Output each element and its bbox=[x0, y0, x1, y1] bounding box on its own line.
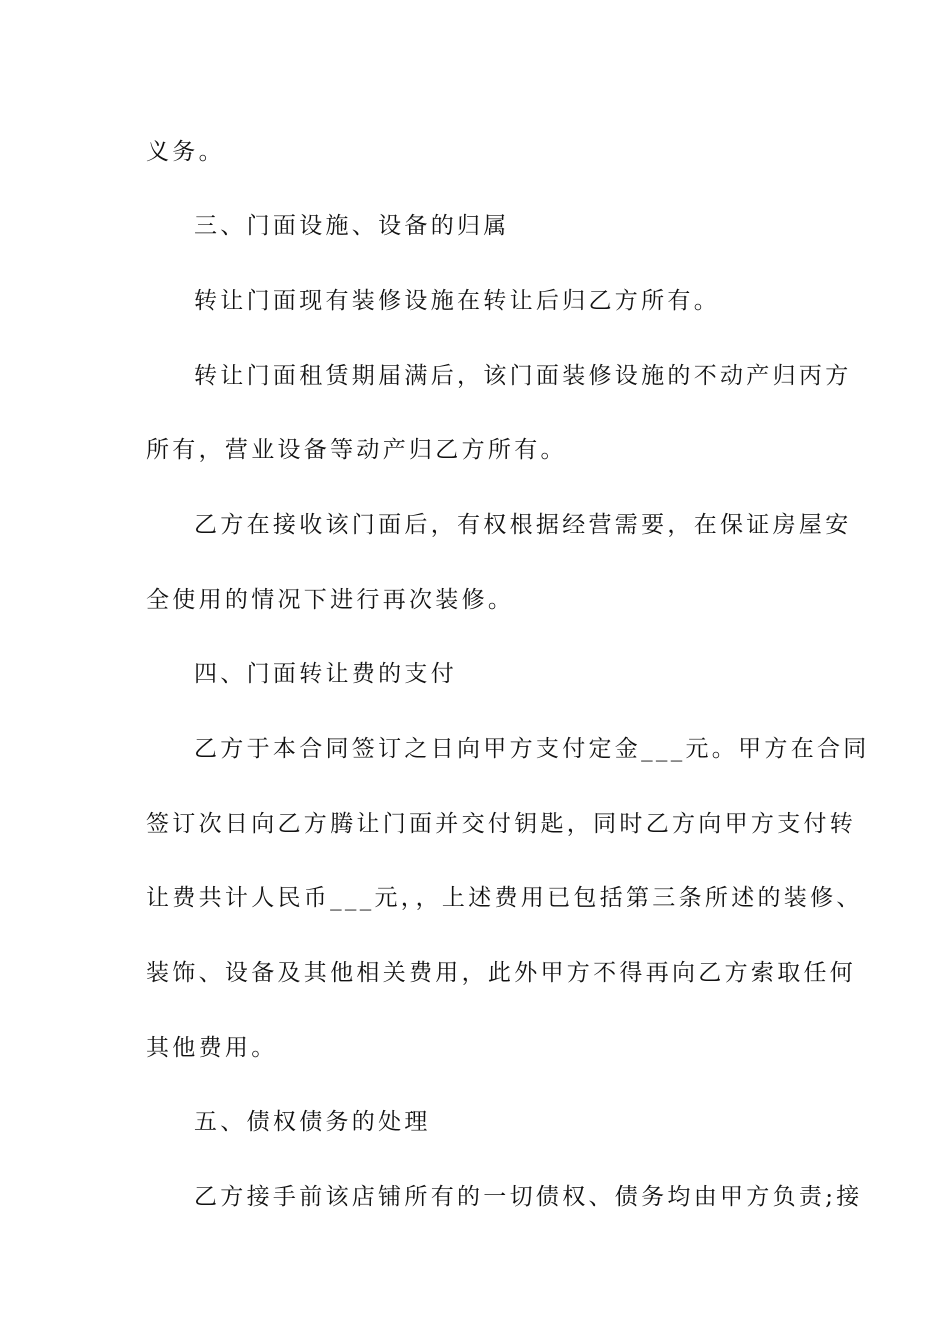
section-heading-5: 五、债权债务的处理 bbox=[194, 1109, 431, 1135]
paragraph-line: 所有，营业设备等动产归乙方所有。 bbox=[146, 437, 567, 463]
paragraph-line: 让费共计人民币___元，，上述费用已包括第三条所述的装修、 bbox=[146, 885, 863, 911]
section-heading-3: 三、门面设施、设备的归属 bbox=[194, 213, 510, 239]
paragraph-line: 转让门面现有装修设施在转让后归乙方所有。 bbox=[194, 288, 720, 314]
paragraph-line: 装饰、设备及其他相关费用，此外甲方不得再向乙方索取任何 bbox=[146, 960, 857, 986]
paragraph-line: 乙方于本合同签订之日向甲方支付定金___元。甲方在合同 bbox=[194, 736, 870, 762]
paragraph-line: 乙方接手前该店铺所有的一切债权、债务均由甲方负责;接 bbox=[194, 1184, 863, 1210]
paragraph-line: 签订次日向乙方腾让门面并交付钥匙，同时乙方向甲方支付转 bbox=[146, 811, 857, 837]
paragraph-line: 全使用的情况下进行再次装修。 bbox=[146, 587, 515, 613]
paragraph-line: 转让门面租赁期届满后，该门面装修设施的不动产归丙方 bbox=[194, 363, 852, 389]
section-heading-4: 四、门面转让费的支付 bbox=[194, 661, 457, 687]
paragraph-line: 义务。 bbox=[146, 139, 225, 165]
paragraph-line: 其他费用。 bbox=[146, 1035, 278, 1061]
paragraph-line: 乙方在接收该门面后，有权根据经营需要，在保证房屋安 bbox=[194, 512, 852, 538]
